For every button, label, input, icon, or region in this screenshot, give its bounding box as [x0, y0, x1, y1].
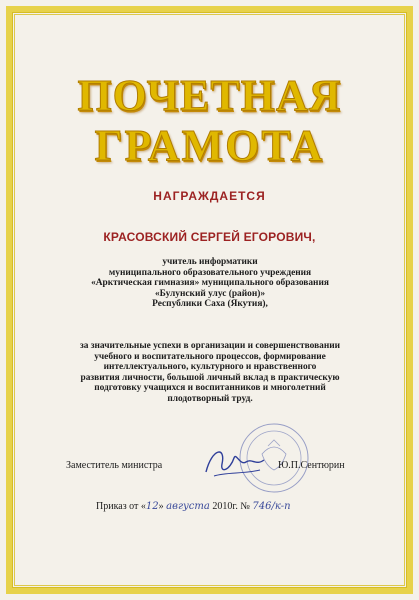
- signature-icon: [200, 442, 270, 482]
- position-line: учитель информатики: [162, 257, 258, 267]
- order-line: [96, 501, 376, 512]
- position-line: Республики Саха (Якутия),: [152, 299, 268, 310]
- merit-line: плодотворный труд.: [167, 393, 253, 404]
- order-prefix: Приказ от «: [96, 501, 146, 512]
- order-month: августа: [166, 501, 210, 512]
- position-line: муниципального образовательного учреждения: [108, 267, 312, 278]
- order-number: 746/к-п: [252, 501, 291, 512]
- order-year: 2010г. №: [212, 501, 250, 512]
- title-line-1: ПОЧЕТНАЯ: [77, 71, 342, 120]
- order-mid: »: [158, 501, 164, 512]
- position-text: [40, 257, 380, 310]
- merit-line: развития личности, большой личный вклад в практическую: [80, 372, 340, 383]
- merit-line: интеллектуального, культурного и нравственного: [103, 362, 317, 373]
- signatory-role: Заместитель министра: [66, 460, 163, 471]
- position-line: «Булунский улус (район)»: [154, 288, 266, 299]
- title-line-2: ГРАМОТА: [94, 121, 325, 170]
- recipient-name: КРАСОВСКИЙ СЕРГЕЙ ЕГОРОВИЧ,: [103, 230, 316, 244]
- merit-line: за значительные успехи в организации и совершенствовании: [79, 341, 341, 351]
- awarded-label: НАГРАЖДАЕТСЯ: [153, 189, 266, 203]
- order-day: 12: [145, 501, 159, 512]
- merit-line: учебного и воспитательного процессов, формирование: [94, 351, 326, 362]
- signatory-name: Ю.П.Сентюрин: [278, 460, 345, 471]
- merit-line: подготовку учащихся и воспитанников и многолетний: [94, 383, 326, 394]
- position-line: «Арктическая гимназия» муниципального образования: [91, 278, 329, 289]
- merit-text: [40, 341, 380, 405]
